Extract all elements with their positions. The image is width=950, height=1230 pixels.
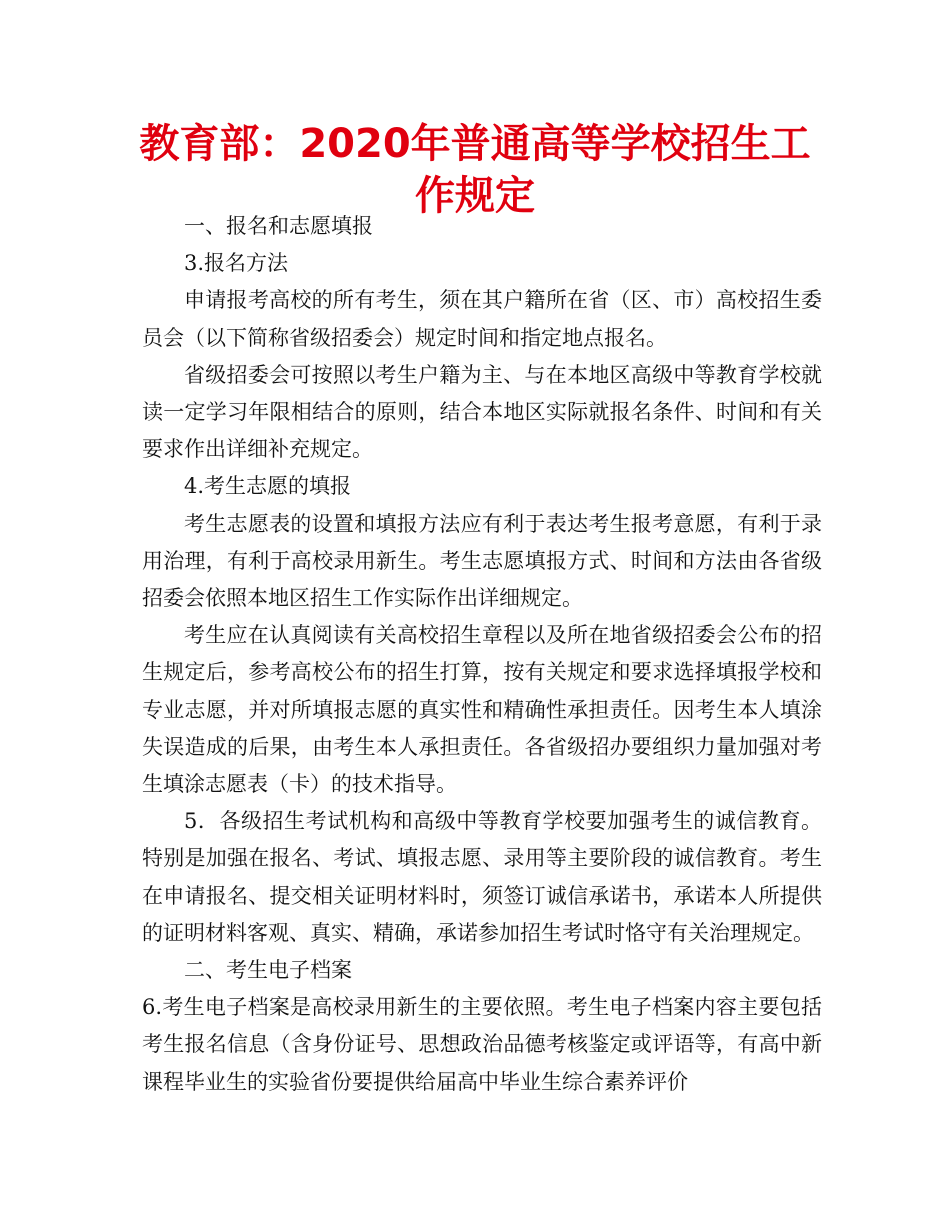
document-title: 教育部：2020年普通高等学校招生工作规定 <box>139 121 811 219</box>
section-heading-electronic-file: 二、考生电子档案 <box>184 958 352 983</box>
paragraph-electronic-file: 6.考生电子档案是高校录用新生的主要依照。考生电子档案内容主要包括考生报名信息（含身份证号、思想政治品德考核鉴定或评语等，有高中新课程毕业生的实验省份要提供给届高中毕业生综合素养评价 <box>142 995 822 1094</box>
section-heading-registration: 一、报名和志愿填报 <box>184 214 373 238</box>
paragraph-preference-form: 考生志愿表的设置和填报方法应有利于表达考生报考意愿，有利于录用治理，有利于高校录用新生。考生志愿填报方式、时间和方法由各省级招委会依照本地区招生工作实际作出详细规定。 <box>142 511 822 611</box>
subheading-preference-filling: 4.考生志愿的填报 <box>184 474 352 499</box>
paragraph-registration-rules: 省级招委会可按照以考生户籍为主、与在本地区高级中等教育学校就读一定学习年限相结合的原则，结合本地区实际就报名条件、时间和有关要求作出详细补充规定。 <box>142 362 822 462</box>
paragraph-registration-place: 申请报考高校的所有考生，须在其户籍所在省（区、市）高校招生委员会（以下简称省级招委会）规定时间和指定地点报名。 <box>142 288 822 350</box>
document-body <box>142 208 822 1101</box>
paragraph-integrity-education: 5．各级招生考试机构和高级中等教育学校要加强考生的诚信教育。特别是加强在报名、考试、填报志愿、录用等主要阶段的诚信教育。考生在申请报名、提交相关证明材料时，须签订诚信承诺书，承诺本人所提供的证明材料客观、真实、精确，承诺参加招生考试时恪守有关治理规定。 <box>142 809 822 945</box>
paragraph-preference-responsibility: 考生应在认真阅读有关高校招生章程以及所在地省级招委会公布的招生规定后，参考高校公布的招生打算，按有关规定和要求选择填报学校和专业志愿，并对所填报志愿的真实性和精确性承担责任。因考生本人填涂失误造成的后果，由考生本人承担责任。各省级招办要组织力量加强对考生填涂志愿表（卡）的技术指导。 <box>142 623 822 797</box>
subheading-registration-method: 3.报名方法 <box>184 251 289 276</box>
